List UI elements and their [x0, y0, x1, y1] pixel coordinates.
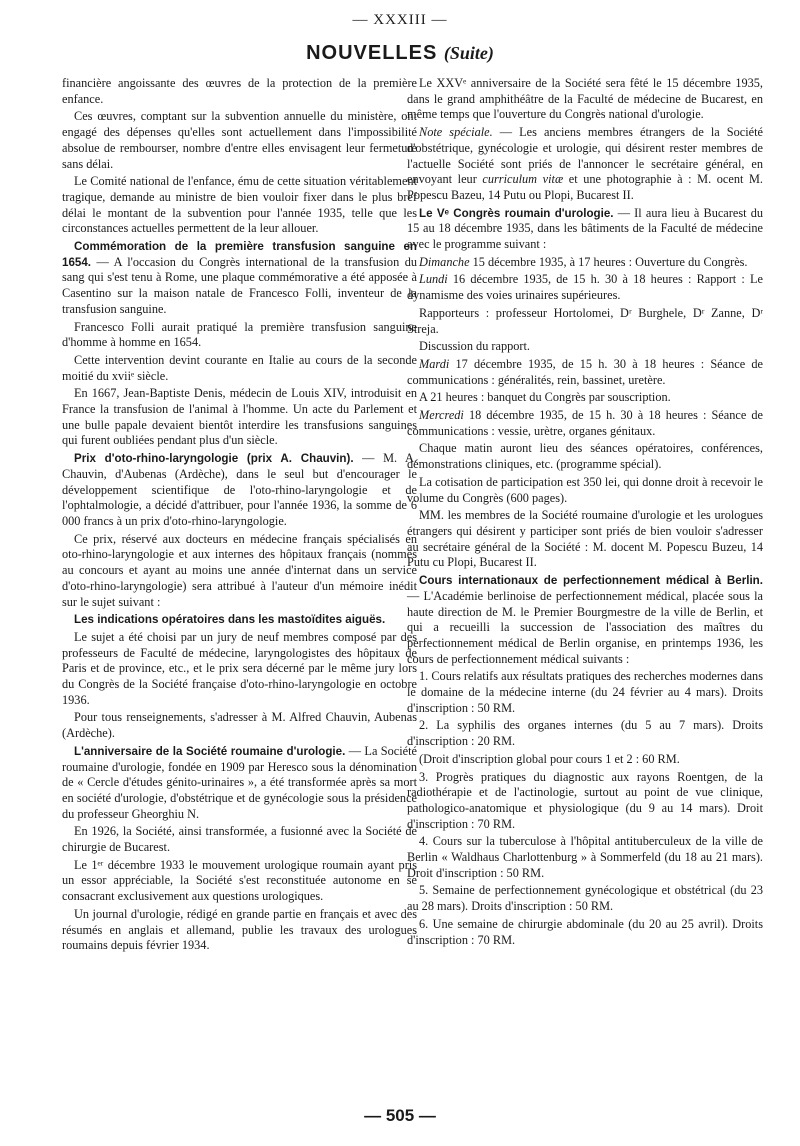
paragraph: Le Comité national de l'enfance, ému de cette situation véritablement tragique, demande au ministre de bien vouloir fixer dans le plus bref délai le montant de la subvention pour l'année 1935, telle que les circonstances actuelles permettent de la leur allouer.: [62, 174, 417, 236]
paragraph-text: 17 décembre 1935, de 15 h. 30 à 18 heures : Séance de communications : généralités, rein, bassinet, uretère.: [407, 356, 763, 387]
subject-heading: [62, 612, 417, 628]
news-item-cours-berlin: [407, 573, 763, 667]
program-day: [407, 408, 763, 439]
paragraph: Discussion du rapport.: [419, 339, 531, 354]
program-day: [407, 255, 763, 271]
section-title-text: NOUVELLES: [306, 42, 438, 64]
paragraph-text: — Il aura lieu à Bucarest du 15 au 18 décembre 1935, dans les bâtiments de la Faculté de médecine avec le programme suivant :: [407, 205, 764, 252]
paragraph: MM. les membres de la Société roumaine d'urologie et les urologues étrangers qui désirent y participer sont priés de bien vouloir s'adresser au secrétaire général de la Société : M. docent M. Popescu Buzeu, 14 Putu cu Plopi, Bucarest II.: [407, 508, 763, 570]
paragraph-text: et une photographie à : M. ocent M. Popescu Bazeu, 14 Putu ou Plopi, Bucarest II.: [407, 172, 763, 202]
curriculum-vitae-text: curriculum vitæ: [482, 172, 564, 187]
day-label: Lundi: [419, 272, 448, 287]
day-label: Dimanche: [419, 254, 470, 269]
paragraph-text: 15 décembre 1935, à 17 heures : Ouverture du Congrès.: [469, 254, 748, 269]
paragraph: Chaque matin auront lieu des séances opératoires, conférences, démonstrations cliniques, etc. (programme spécial).: [407, 441, 763, 472]
paragraph: Le 1ᵉʳ décembre 1933 le mouvement urologique roumain ayant pris un essor appréciable, la Société s'est reconstituée autonome en se consacrant exclusivement aux questions urologiques.: [62, 857, 417, 904]
paragraph-text: — L'Académie berlinoise de perfectionnement médical, placée sous la haute direction de M. le Premier Bourgmestre de la ville de Berlin, et qui a recueilli la succession de l'association des maîtres du perfectionnement médical de Berlin organise, en printemps 1936, les cours de perfectionnement médical suivants :: [407, 588, 763, 666]
course-item: 4. Cours sur la tuberculose à l'hôpital antituberculeux de la ville de Berlin « Waldhaus Charlottenburg » à Sommerfeld (du 18 au 21 mars). Droit d'inscription : 50 RM.: [407, 834, 763, 880]
paragraph: La cotisation de participation est 350 lei, qui donne droit à recevoir le volume du Congrès (600 pages).: [407, 474, 763, 505]
paragraph-text: — M. A. Chauvin, d'Aubenas (Ardèche), dans le seul but d'encourager le développement scientifique de l'oto-rhino-laryngologie et de l'ophtalmologie, a décidé d'attribuer, pour l'année 1936, la somme de 6 000 francs à un prix d'oto-rhino-laryngologie.: [62, 451, 417, 528]
news-heading: Cours internationaux de perfectionnement médical à Berlin.: [419, 574, 763, 588]
program-day: [407, 272, 763, 303]
note-label: Note spéciale.: [419, 125, 493, 140]
news-item-prix: [62, 451, 417, 530]
course-item: 3. Progrès pratiques du diagnostic aux rayons Roentgen, de la radiothérapie et de l'actinologie, surtout au point de vue clinique, pathologico-anatomique et physiologique (du 9 au 14 mars). Droit d'inscription : 70 RM.: [407, 769, 763, 831]
paragraph-text: — La Société roumaine d'urologie, fondée en 1909 par Heresco sous la dénomination de « Cercle d'études génito-urinaires », a été transformée après sa mort en société d'urologie, d'obstétrique et de gynécologie sous la présidence du professeur Gheorghiu N.: [62, 743, 417, 821]
day-label: Mardi: [419, 356, 450, 371]
paragraph: En 1926, la Société, ainsi transformée, a fusionné avec la Société de chirurgie de Bucarest.: [62, 824, 417, 855]
paragraph: Un journal d'urologie, rédigé en grande partie en français et avec des résumés en anglais et allemand, publie les travaux des urologues roumains depuis février 1934.: [62, 906, 417, 953]
paragraph: Le sujet a été choisi par un jury de neuf membres composé par des professeurs de Faculté de médecine, laryngologistes des hôpitaux de Paris et de province, etc., et le prix sera décerné par le même jury lors du Congrès de la Société française d'oto-rhino-laryngologie en octobre 1936.: [62, 629, 417, 707]
page-number-roman: — XXXIII —: [352, 12, 448, 28]
paragraph-text: 16 décembre 1935, de 15 h. 30 à 18 heures : Rapport : Le dynamisme des voies urinaires supérieures.: [407, 272, 763, 303]
program-day: [407, 357, 763, 388]
note-speciale: [407, 125, 763, 204]
page-folio: — 505 —: [364, 1106, 436, 1125]
paragraph: Ce prix, réservé aux docteurs en médecine français spécialisés en oto-rhino-laryngologie et aux internes des hôpitaux français (nommés au concours et ayant au moins une année d'internat dans un service d'oto-rhino-laryngologie) sera attribué à l'auteur d'un mémoire inédit sur le sujet suivant :: [62, 531, 417, 609]
left-column: [62, 76, 417, 956]
paragraph: Le XXVᵉ anniversaire de la Société sera fêté le 15 décembre 1935, dans le grand amphithéâtre de la Faculté de médecine de Bucarest, en même temps que l'ouverture du Congrès national d'urologie.: [407, 76, 763, 122]
news-heading: Prix d'oto-rhino-laryngologie (prix A. Chauvin).: [74, 452, 354, 466]
paragraph: Cette intervention devint courante en Italie au cours de la seconde moitié du xviiᵉ siècle.: [62, 352, 417, 383]
course-item: 6. Une semaine de chirurgie abdominale (du 20 au 25 avril). Droits d'inscription : 70 RM.: [407, 916, 763, 947]
paragraph: Francesco Folli aurait pratiqué la première transfusion sanguine d'homme à homme en 1654.: [62, 319, 417, 350]
news-item-congres: [407, 206, 763, 253]
paragraph: En 1667, Jean-Baptiste Denis, médecin de Louis XIV, introduisit en France la transfusion de l'animal à l'homme. Un acte du Parlement et une bulle papale devaient bientôt interdire les transfusions sanguines qui furent oubliées pendant plus d'un siècle.: [62, 386, 417, 448]
news-item-transfusion: [62, 239, 417, 318]
section-title: [0, 42, 800, 65]
paragraph-text: — A l'occasion du Congrès international de la transfusion du sang qui s'est tenu à Rome, une plaque commémorative a été apposée à Casentino sur la maison natale de Francesco Folli, inventeur de la transfusion sanguine.: [62, 254, 417, 316]
subject-heading-text: Les indications opératoires dans les mastoïdites aiguës.: [74, 613, 386, 627]
paragraph: financière angoissante des œuvres de la protection de la première enfance.: [62, 76, 417, 106]
course-item: 1. Cours relatifs aux résultats pratiques des recherches modernes dans le domaine de la médecine interne (du 24 février au 4 mars). Droits d'inscription : 50 RM.: [407, 669, 763, 715]
news-heading: Le Vᵉ Congrès roumain d'urologie.: [419, 206, 614, 220]
paragraph: Rapporteurs : professeur Hortolomei, Dʳ Burghele, Dʳ Zanne, Dʳ Streja.: [407, 305, 763, 336]
news-item-anniversaire: [62, 744, 417, 823]
paragraph-text: — Les anciens membres étrangers de la Société d'obstétrique, gynécologie et urologie, qui désirent rester membres de l'actuelle Société sont priés de l'annoncer le secrétaire général, en envoyant leur: [407, 125, 763, 187]
paragraph: Ces œuvres, comptant sur la subvention annuelle du ministère, ont engagé des dépenses qu'elles sont actuellement dans l'impossibilité absolue de rembourser, nombre d'entre elles envisagent leur fermeture sans délai.: [62, 109, 417, 171]
news-heading: L'anniversaire de la Société roumaine d'urologie.: [74, 744, 346, 758]
course-item: 5. Semaine de perfectionnement gynécologique et obstétrical (du 23 au 28 mars). Droits d'inscription : 50 RM.: [407, 883, 763, 914]
right-column: [407, 76, 763, 950]
news-heading: Commémoration de la première transfusion sanguine en 1654.: [62, 240, 417, 269]
paragraph: Pour tous renseignements, s'adresser à M. Alfred Chauvin, Aubenas (Ardèche).: [62, 710, 417, 741]
paragraph: (Droit d'inscription global pour cours 1 et 2 : 60 RM.: [419, 751, 680, 766]
day-label: Mercredi: [419, 408, 464, 423]
paragraph: A 21 heures : banquet du Congrès par souscription.: [419, 390, 671, 405]
course-item: 2. La syphilis des organes internes (du 5 au 7 mars). Droits d'inscription : 20 RM.: [407, 718, 763, 749]
section-title-suite: (Suite): [443, 43, 494, 63]
paragraph-text: 18 décembre 1935, de 15 h. 30 à 18 heures : Séance de communications : vessie, urètre, organes génitaux.: [407, 408, 763, 438]
